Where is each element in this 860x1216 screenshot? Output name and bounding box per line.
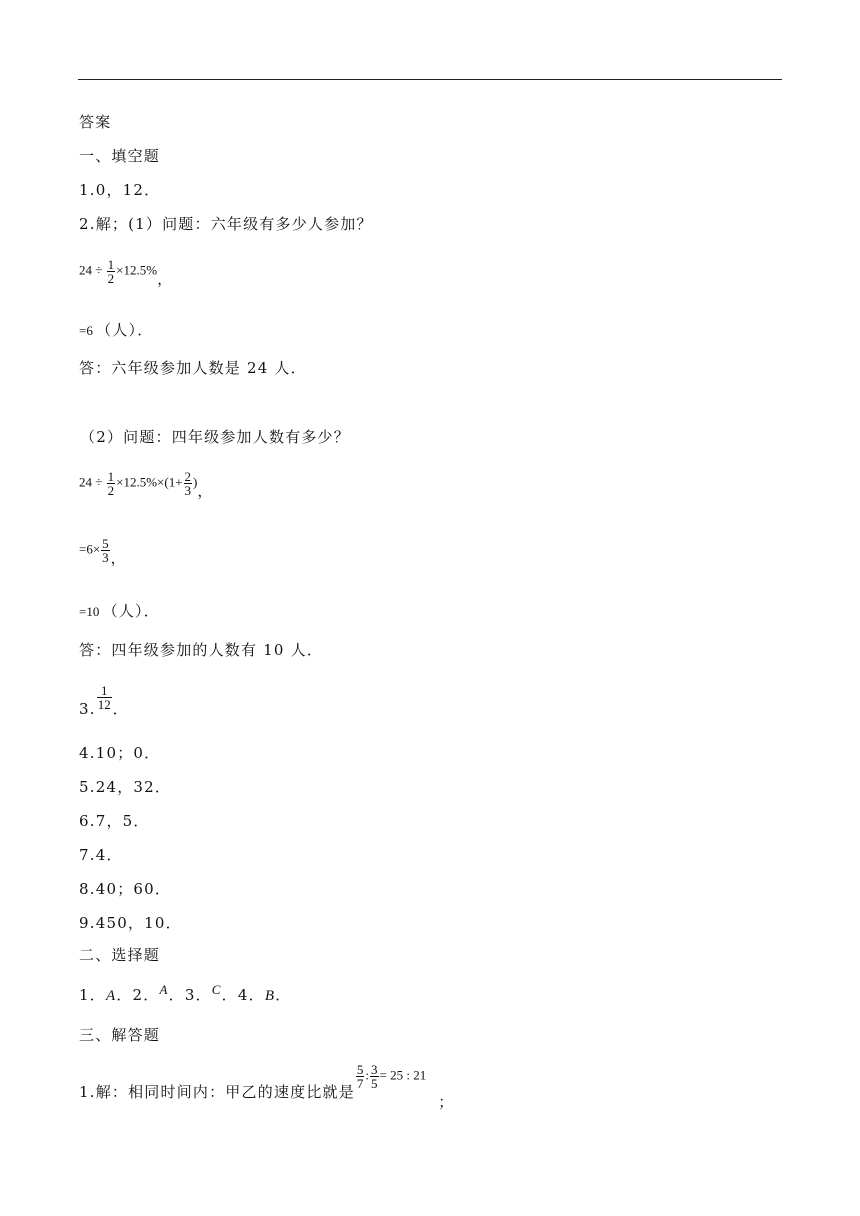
choice-answer: C	[211, 982, 222, 997]
section-choice: 二、选择题	[79, 946, 161, 964]
fraction	[107, 258, 116, 285]
expr-text: =6×	[79, 541, 101, 557]
answer-q7: 7.4．	[79, 846, 123, 864]
header-rule	[78, 79, 782, 80]
fraction-numerator: 3	[371, 1062, 378, 1077]
q3-prefix: 3.	[79, 699, 96, 718]
fraction	[101, 537, 110, 564]
fraction-denominator: 3	[102, 550, 109, 565]
expr-text: )	[193, 474, 198, 490]
fraction	[184, 470, 193, 497]
expr-text: =10	[79, 604, 100, 619]
fraction-numerator: 1	[100, 683, 108, 698]
answer-q2-part1: 答：六年级参加人数是 24 人．	[79, 359, 307, 377]
expr-line-4	[79, 536, 126, 568]
fraction-denominator: 12	[97, 697, 111, 712]
q3-tail: ．	[112, 699, 129, 718]
fraction-denominator: 3	[184, 483, 192, 498]
answer-q3	[79, 683, 129, 718]
ratio-colon: :	[365, 1067, 370, 1083]
choice-prefix: ．2．	[116, 986, 160, 1004]
choice-answer: A	[159, 982, 169, 997]
choice-answer: B	[264, 988, 276, 1004]
fraction	[370, 1063, 379, 1090]
expr-tail: （人）．	[102, 602, 160, 620]
solution-1	[79, 1062, 455, 1111]
fraction-numerator: 1	[107, 469, 115, 484]
solution-tail: ；	[438, 1093, 455, 1111]
answer-q8: 8.40；60．	[79, 880, 172, 898]
expr-line-2	[79, 321, 153, 340]
fraction-numerator: 2	[184, 469, 192, 484]
expr-line-1	[79, 257, 173, 289]
answer-q2-part2: 答：四年级参加的人数有 10 人．	[79, 641, 324, 659]
answer-title: 答案	[79, 113, 112, 131]
expr-text: 24 ÷	[79, 474, 106, 490]
expr-tail: ，	[157, 272, 173, 289]
expr-text: 24 ÷	[79, 262, 106, 278]
solution-text: 1.解：相同时间内：甲乙的速度比就是	[79, 1083, 355, 1101]
choice-end: ．	[275, 986, 292, 1004]
fraction-denominator: 2	[107, 271, 115, 286]
fraction	[107, 470, 116, 497]
choice-answer: A	[105, 988, 117, 1004]
choice-answers	[79, 982, 292, 1005]
fraction	[97, 684, 112, 711]
expr-tail: （人）．	[96, 321, 154, 339]
answer-q2-intro: 2.解；(1）问题：六年级有多少人参加？	[79, 215, 373, 233]
fraction-denominator: 5	[371, 1076, 378, 1091]
answer-q1: 1.0，12．	[79, 181, 161, 199]
answer-q6: 6.7，5．	[79, 812, 150, 830]
fraction-numerator: 5	[102, 536, 109, 551]
expr-line-3	[79, 469, 213, 501]
answer-q5: 5.24，32．	[79, 778, 172, 796]
choice-prefix: 1．	[79, 986, 106, 1004]
section-fill-blank: 一、填空题	[79, 147, 161, 165]
fraction-numerator: 1	[107, 257, 115, 272]
section-solve: 三、解答题	[79, 1026, 161, 1044]
fraction-denominator: 7	[356, 1076, 364, 1091]
choice-prefix: ．4．	[221, 986, 265, 1004]
answer-q9: 9.450，10．	[79, 914, 182, 932]
fraction	[356, 1063, 365, 1090]
answer-q2-intro2: （2）问题：四年级参加人数有多少？	[80, 428, 350, 446]
expr-tail: ，	[110, 551, 126, 568]
expr-tail: ，	[197, 484, 213, 501]
expr-text: ×12.5%	[116, 262, 158, 278]
ratio-expression	[355, 1063, 426, 1090]
answer-q4: 4.10；0．	[79, 744, 161, 762]
expr-line-5	[79, 602, 160, 621]
choice-prefix: ．3．	[168, 986, 212, 1004]
expr-text: =6	[79, 323, 93, 338]
ratio-result: = 25 : 21	[379, 1067, 427, 1083]
expr-text: ×12.5%×(1+	[116, 474, 183, 490]
fraction-denominator: 2	[107, 483, 115, 498]
fraction-numerator: 5	[356, 1062, 364, 1077]
